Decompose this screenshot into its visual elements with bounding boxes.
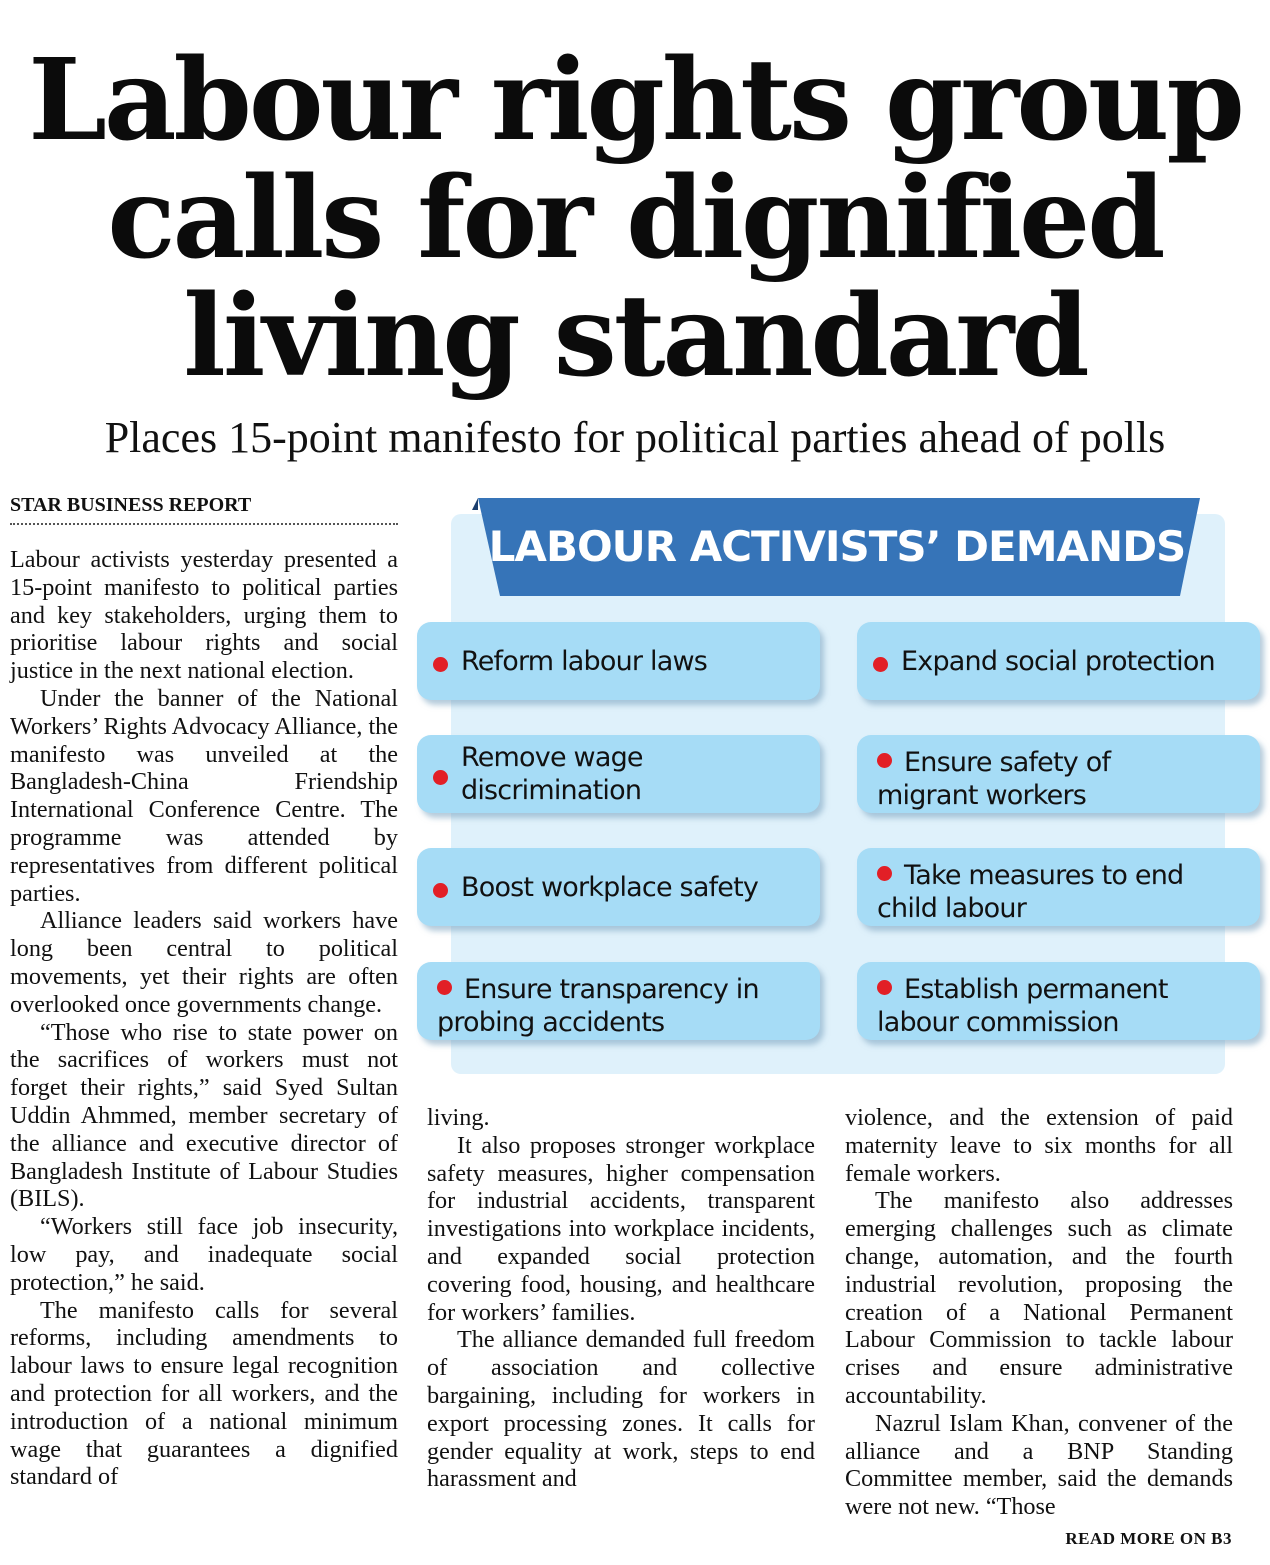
- demand-text-line-2: labour commission: [877, 1007, 1119, 1038]
- headline: [0, 35, 1270, 402]
- paragraph: “Those who rise to state power on the sacrifices of workers must not forget their rights,” said Syed Sultan Uddin Ahmmed, member secretary of the alliance and executive director of Bangladesh Institute of Labour Studies (BILS).: [10, 1018, 398, 1213]
- paragraph: The manifesto also addresses emerging challenges such as climate change, automation, and the fourth industrial revolution, proposing the creation of a National Permanent Labour Commission to tackle labour crises and ensure administrative accountability.: [845, 1187, 1233, 1409]
- demand-card: [417, 622, 820, 700]
- bullet-icon: [873, 657, 888, 672]
- bullet-icon: [433, 657, 448, 672]
- demand-text: Take measures to end: [904, 860, 1184, 891]
- demand-text: Remove wage discrimination: [461, 742, 643, 806]
- read-more-link[interactable]: READ MORE ON B3: [1065, 1529, 1232, 1548]
- headline-line-3: living standard: [183, 271, 1087, 402]
- article-column-2: [427, 1104, 815, 1493]
- demand-text: Reform labour laws: [461, 645, 707, 677]
- demand-text: Boost workplace safety: [461, 871, 759, 903]
- demand-text: Ensure safety of: [904, 747, 1111, 778]
- demand-text-line-2: child labour: [877, 893, 1026, 924]
- paragraph: The alliance demanded full freedom of association and collective bargaining, including for workers in export processing zones. It calls for gender equality at work, steps to end harassment and: [427, 1326, 815, 1493]
- bullet-icon: [877, 866, 892, 881]
- paragraph: It also proposes stronger workplace safety measures, higher compensation for industrial accidents, transparent investigations into workplace incidents, and expanded social protection covering food, housing, and healthcare for workers’ families.: [427, 1131, 815, 1326]
- demand-card: [857, 848, 1260, 926]
- byline: STAR BUSINESS REPORT: [10, 494, 398, 525]
- demand-text: Ensure transparency in: [464, 974, 759, 1005]
- demand-card: [857, 735, 1260, 813]
- demand-card: [857, 622, 1260, 700]
- paragraph: Alliance leaders said workers have long been central to political movements, yet their rights are often overlooked once governments change.: [10, 907, 398, 1018]
- bullet-icon: [437, 980, 452, 995]
- bullet-icon: [433, 770, 448, 785]
- paragraph: Under the banner of the National Workers’ Rights Advocacy Alliance, the manifesto was unveiled at the Bangladesh-China Friendship International Conference Centre. The programme was attended by representatives from different political parties.: [10, 684, 398, 907]
- demand-card: [417, 735, 820, 813]
- demand-text: Establish permanent: [904, 974, 1168, 1005]
- demand-text-line-2: migrant workers: [877, 780, 1087, 811]
- bullet-icon: [877, 753, 892, 768]
- paragraph: The manifesto calls for several reforms, including amendments to labour laws to ensure legal recognition and protection for all workers, and the introduction of a national minimum wage that guarantees a dignified standard of: [10, 1296, 398, 1491]
- demand-text-line-2: probing accidents: [437, 1007, 665, 1038]
- headline-line-1: Labour rights group: [28, 35, 1242, 166]
- article-column-1: [10, 546, 398, 1491]
- headline-line-2: calls for dignified: [107, 153, 1163, 284]
- paragraph: living.: [427, 1104, 490, 1131]
- paragraph: Labour activists yesterday presented a 15-point manifesto to political parties and key stakeholders, urging them to prioritise labour rights and social justice in the next national election.: [10, 546, 398, 685]
- paragraph: Nazrul Islam Khan, convener of the alliance and a BNP Standing Committee member, said the demands were not new. “Those: [845, 1409, 1233, 1521]
- infographic-banner: [472, 498, 1202, 596]
- demand-card: [417, 962, 820, 1040]
- demand-text: Expand social protection: [901, 645, 1215, 677]
- bullet-icon: [433, 883, 448, 898]
- demand-card: [417, 848, 820, 926]
- bullet-icon: [877, 980, 892, 995]
- subheadline: Places 15-point manifesto for political parties ahead of polls: [104, 413, 1166, 462]
- demand-card: [857, 962, 1260, 1040]
- article-column-3: [845, 1104, 1233, 1521]
- paragraph: “Workers still face job insecurity, low pay, and inadequate social protection,” he said.: [10, 1213, 398, 1296]
- infographic-title: LABOUR ACTIVISTS’ DEMANDS: [488, 522, 1186, 571]
- paragraph: violence, and the extension of paid maternity leave to six months for all female workers.: [845, 1104, 1233, 1187]
